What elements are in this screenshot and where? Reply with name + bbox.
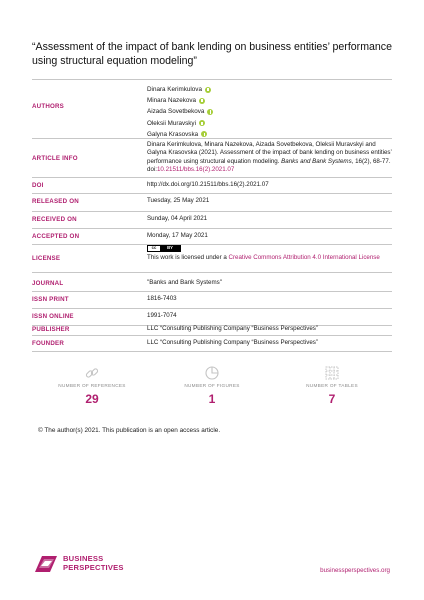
divider (32, 193, 392, 194)
journal-name: Banks and Bank Systems (281, 157, 352, 165)
divider (32, 335, 392, 336)
author-item (147, 95, 213, 106)
divider (32, 228, 392, 229)
journal-value: "Banks and Bank Systems" (147, 279, 222, 286)
released-label: RELEASED ON (32, 198, 79, 205)
orcid-icon[interactable] (201, 131, 207, 137)
article-info-citation: Dinara Kerimkulova, Minara Nazekova, Aizada Sovetbekova, Oleksii Muravskyi and Galyna Krasovska (2021). Assessment of the impact of bank lending on business entities’ performance using structural equation modeling. Banks and Bank Systems, 16(2), 68-77. doi:10.21511/bbs.16(2).2021.07 (147, 141, 392, 174)
author-name[interactable]: Dinara Kerimkulova (147, 86, 202, 94)
author-item (147, 84, 213, 95)
divider (32, 211, 392, 212)
doi-link[interactable]: 10.21511/bbs.16(2).2021.07 (156, 166, 235, 174)
founder-label: FOUNDER (32, 340, 64, 347)
accepted-label: ACCEPTED ON (32, 233, 80, 240)
author-list (147, 84, 213, 140)
article-title: “Assessment of the impact of bank lending on business entities’ performance using structural equation modeling” (32, 41, 392, 67)
author-name[interactable]: Aizada Sovetbekova (147, 108, 205, 116)
license-link[interactable]: Creative Commons Attribution 4.0 International License (228, 254, 380, 261)
divider (32, 272, 392, 273)
license-value: cc BY This work is licensed under a Creative Commons Attribution 4.0 International License (147, 245, 380, 261)
orcid-icon[interactable] (199, 120, 205, 126)
orcid-icon[interactable] (207, 109, 213, 115)
received-label: RECEIVED ON (32, 216, 77, 223)
article-info-label: ARTICLE INFO (32, 155, 78, 162)
license-label: LICENSE (32, 255, 61, 262)
received-value: Sunday, 04 April 2021 (147, 215, 208, 222)
stat-tables: NUMBER OF TABLES 7 (277, 365, 387, 406)
author-item (147, 118, 213, 129)
issn-online-label: ISSN ONLINE (32, 313, 74, 320)
publisher-logo[interactable]: BUSINESS PERSPECTIVES (34, 554, 124, 574)
publisher-value: LLC “Consulting Publishing Company “Business Perspectives” (147, 325, 318, 332)
references-count: 29 (85, 392, 99, 406)
journal-label: JOURNAL (32, 280, 64, 287)
author-name[interactable]: Galyna Krasovska (147, 130, 199, 138)
publisher-label: PUBLISHER (32, 326, 70, 333)
author-name[interactable]: Minara Nazekova (147, 97, 196, 105)
founder-value: LLC “Consulting Publishing Company “Business Perspectives” (147, 339, 318, 346)
divider (32, 79, 392, 80)
issn-online-value: 1991-7074 (147, 312, 177, 319)
divider (32, 138, 392, 139)
table-icon (277, 365, 387, 381)
link-icon (37, 365, 147, 381)
divider (32, 308, 392, 309)
doi-label: DOI (32, 182, 44, 189)
divider (32, 177, 392, 178)
author-name[interactable]: Oleksii Muravskyi (147, 119, 196, 127)
accepted-value: Monday, 17 May 2021 (147, 232, 208, 239)
released-value: Tuesday, 25 May 2021 (147, 197, 210, 204)
issn-print-label: ISSN PRINT (32, 296, 69, 303)
divider (32, 291, 392, 292)
orcid-icon[interactable] (205, 87, 211, 93)
copyright-notice: © The author(s) 2021. This publication is an open access article. (38, 427, 221, 434)
website-link[interactable]: businessperspectives.org (320, 567, 390, 574)
tables-count: 7 (328, 392, 336, 406)
stat-figures: NUMBER OF FIGURES 1 (157, 365, 267, 406)
authors-label: AUTHORS (32, 103, 64, 110)
doi-value[interactable]: http://dx.doi.org/10.21511/bbs.16(2).2021.07 (147, 181, 269, 188)
issn-print-value: 1816-7403 (147, 295, 177, 302)
cc-by-badge-icon[interactable]: cc BY (147, 245, 181, 252)
stat-references: NUMBER OF REFERENCES 29 (37, 365, 147, 406)
pie-chart-icon (157, 365, 267, 381)
figures-count: 1 (208, 392, 216, 406)
businessperspectives-logo-icon (34, 554, 58, 574)
orcid-icon[interactable] (199, 98, 205, 104)
author-item (147, 106, 213, 117)
divider (32, 351, 392, 352)
